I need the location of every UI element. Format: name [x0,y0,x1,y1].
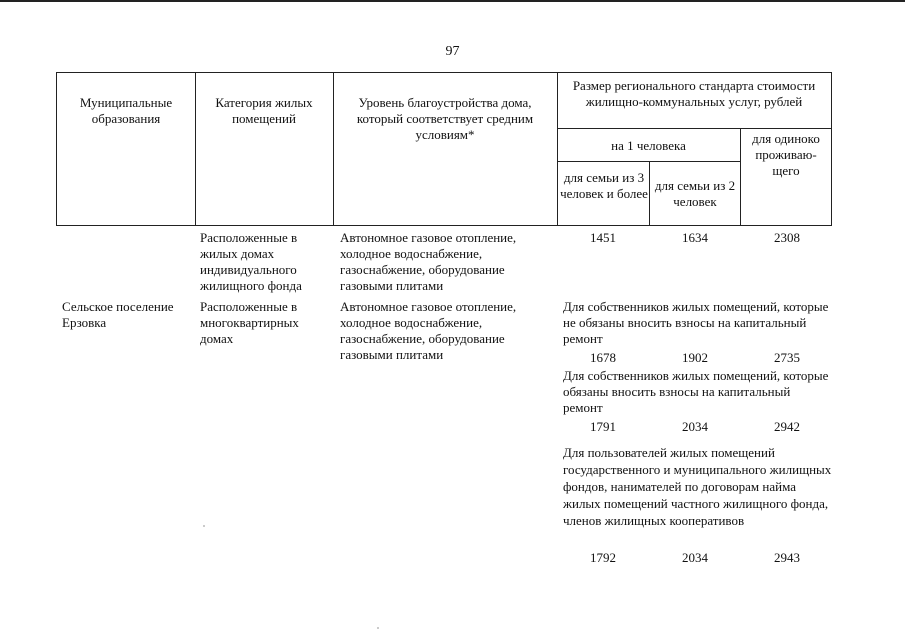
row2-municipality: Сельское поселение Ерзовка [62,299,174,330]
group2-value-family2: 2034 [682,419,708,434]
row1-value-single: 2308 [774,230,800,245]
header-per-person: на 1 человека [611,138,686,153]
row1-value-family3: 1451 [590,230,616,245]
scan-speck [377,627,379,629]
row1-level: Автономное газовое отопление, холодное водоснабжение, газоснабжение, оборудование газовыми плитами [340,230,517,293]
header-standard-size: Размер регионального стандарта стоимости жилищно-коммунальных услуг, рублей [572,78,816,109]
group1-value-single: 2735 [774,350,800,365]
scan-speck [203,525,205,527]
header-family2: для семьи из 2 человек [654,178,736,209]
group2-value-family3: 1791 [590,419,616,434]
header-category: Категория жилых помещений [215,95,313,126]
header-municipality: Муниципальные образования [79,95,173,126]
row2-level: Автономное газовое отопление, холодное водоснабжение, газоснабжение, оборудование газовыми плитами [340,299,517,362]
header-family3: для семьи из 3 человек и более [560,170,648,201]
group3-value-family2: 2034 [682,550,708,565]
group1-value-family2: 1902 [682,350,708,365]
group2-value-single: 2942 [774,419,800,434]
group1-label: Для собственников жилых помещений, которые не обязаны вносить взносы на капитальный ремонт [563,299,829,346]
page-number: 97 [445,44,460,59]
row1-value-family2: 1634 [682,230,708,245]
group3-value-family3: 1792 [590,550,616,565]
header-level: Уровень благоустройства дома, который соответствует средним условиям* [356,95,534,142]
top-border-line [0,0,905,2]
group1-value-family3: 1678 [590,350,616,365]
row1-category: Расположенные в жилых домах индивидуального жилищного фонда [200,230,302,293]
group3-value-single: 2943 [774,550,800,565]
header-single: для одиноко проживаю-щего [752,131,820,178]
group3-label: Для пользователей жилых помещений государственного и муниципального жилищных фондов, нанимателей по договорам найма жилых помещений частного жилищного фонда, членов жилищных кооперативов [563,445,832,528]
row2-category: Расположенные в многоквартирных домах [200,299,299,346]
group2-label: Для собственников жилых помещений, которые обязаны вносить взносы на капитальный ремонт [563,368,829,415]
